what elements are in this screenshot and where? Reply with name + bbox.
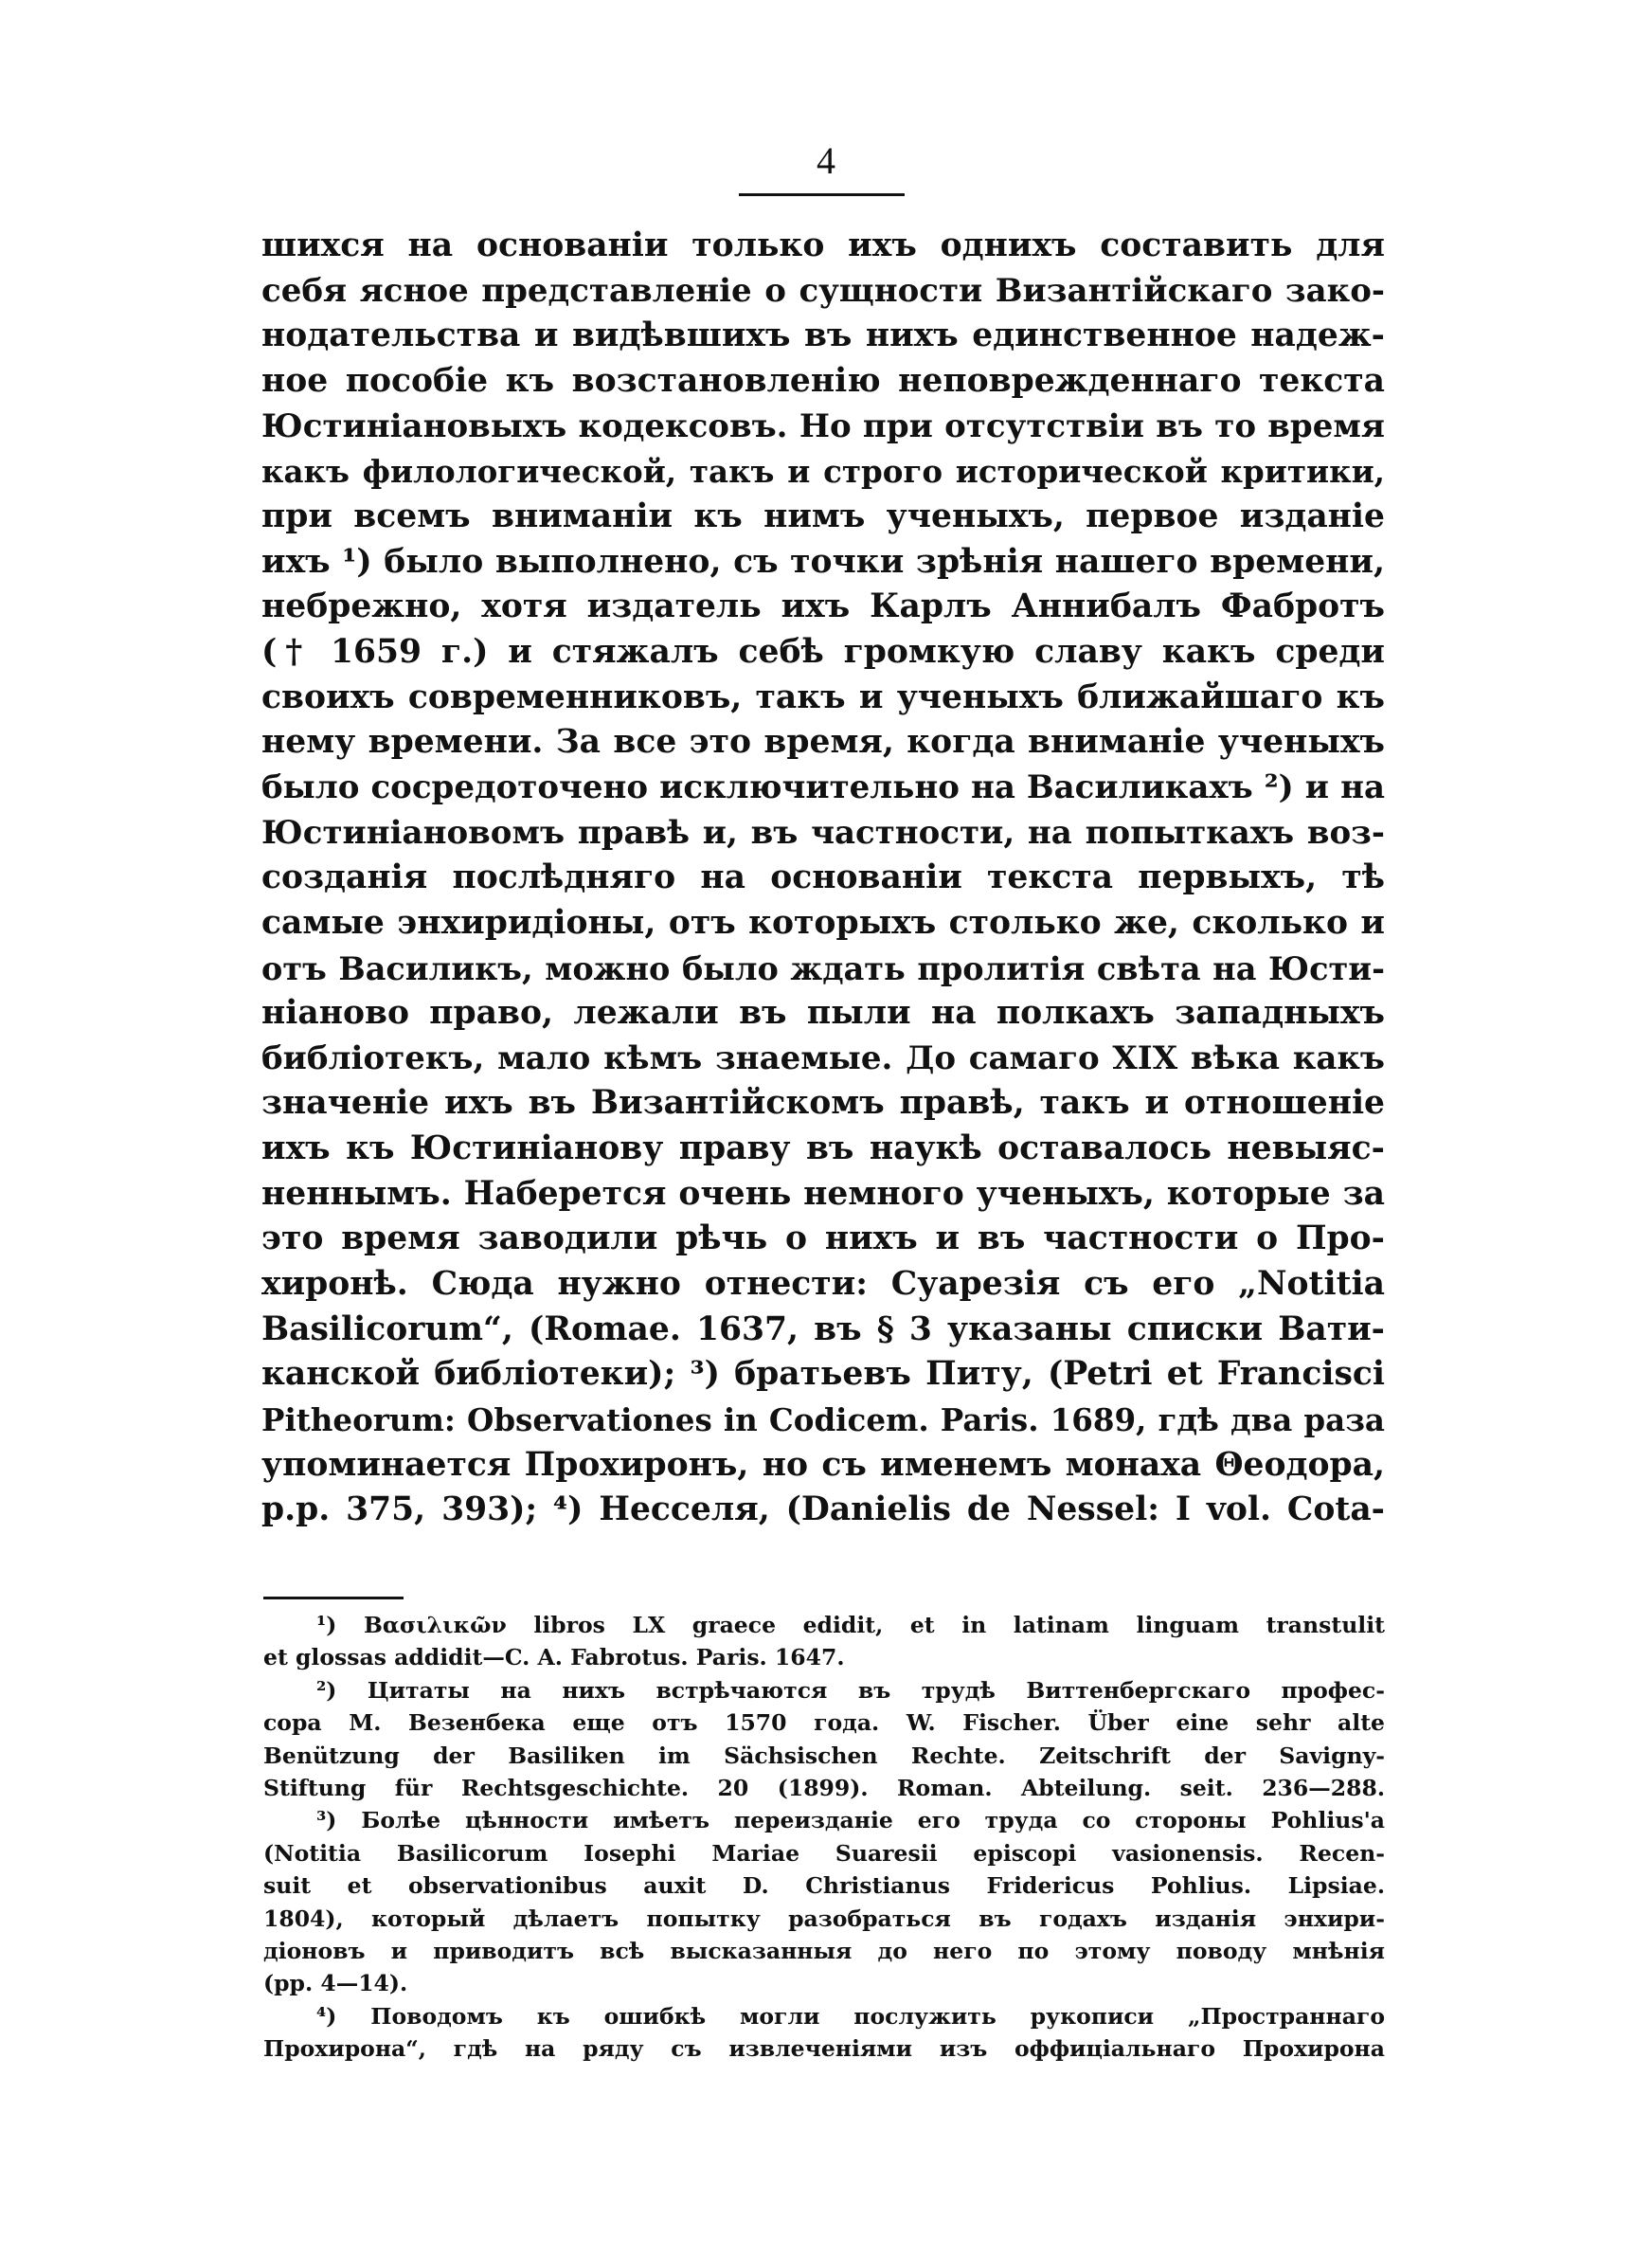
text-line: канской библiотеки); ³) братьевъ Питу, (Petri et Francisci	[261, 1355, 1385, 1394]
text-line: себя ясное представленiе о сущности Византiйскаго зако-	[261, 271, 1385, 310]
text-line: ное пособiе къ возстановленiю неповрежденнаго текста	[261, 361, 1385, 400]
footnote-line: сора М. Везенбека еще отъ 1570 года. W. Fischer. Über eine sehr alte	[263, 1709, 1385, 1737]
footnote-line: (Notitia Basilicorum Iosephi Mariae Suaresii episcopi vasionensis. Recen-	[263, 1839, 1385, 1867]
text-line: ихъ къ Юстинiанову праву въ наукѣ оставалось невыяс-	[261, 1129, 1385, 1168]
footnote-line: ²) Цитаты на нихъ встрѣчаются въ трудѣ Виттенбергскаго профес-	[316, 1676, 1385, 1704]
text-line: было сосредоточено исключительно на Василикахъ ²) и на	[261, 767, 1385, 806]
text-line: отъ Василикъ, можно было ждать пролитiя свѣта на Юсти-	[261, 949, 1385, 987]
text-line: Pitheorum: Observationes in Codicem. Paris. 1689, гдѣ два раза	[261, 1401, 1385, 1439]
text-line: нiаново право, лежали въ пыли на полкахъ западныхъ	[261, 994, 1385, 1033]
text-line: значенiе ихъ въ Византiйскомъ правѣ, такъ и отношенiе	[261, 1084, 1385, 1123]
footnote-line: ⁴) Поводомъ къ ошибкѣ могли послужить рукописи „Пространнаго	[316, 2002, 1385, 2030]
text-line: нодательства и видѣвшихъ въ нихъ единственное надеж-	[261, 316, 1385, 355]
footnotes	[263, 1609, 1385, 2065]
text-line: Basilicorum“, (Romae. 1637, въ § 3 указаны списки Вати-	[261, 1309, 1385, 1348]
text-line: библiотекъ, мало кѣмъ знаемые. До самаго XIX вѣка какъ	[261, 1038, 1385, 1077]
footnote-line: 1804), который дѣлаетъ попытку разобраться въ годахъ изданiя энхири-	[263, 1905, 1385, 1932]
text-line: шихся на основанiи только ихъ однихъ составить для	[261, 226, 1385, 264]
text-line: упоминается Прохиронъ, но съ именемъ монаха Θеодора,	[261, 1445, 1385, 1484]
text-line: при всемъ вниманiи къ нимъ ученыхъ, первое изданiе	[261, 497, 1385, 535]
page-number: 4	[817, 139, 835, 182]
text-line: своихъ современниковъ, такъ и ученыхъ ближайшаго къ	[261, 677, 1385, 716]
footnote-line: ³) Болѣе цѣнности имѣетъ переизданiе его труда со стороны Pohlius'а	[316, 1807, 1385, 1834]
footnote-line: (pp. 4—14).	[263, 1970, 408, 1997]
text-line: Юстинiановомъ правѣ и, въ частности, на попыткахъ воз-	[261, 813, 1385, 852]
text-line: ихъ ¹) было выполнено, съ точки зрѣнiя нашего времени,	[261, 542, 1385, 581]
text-line: это время заводили рѣчь о нихъ и въ частности о Про-	[261, 1219, 1385, 1258]
text-line: Юстинiановыхъ кодексовъ. Но при отсутствiи въ то время	[261, 406, 1385, 445]
text-line: († 1659 г.) и стяжалъ себѣ громкую славу какъ среди	[261, 632, 1385, 671]
text-line: нему времени. За все это время, когда вниманiе ученыхъ	[261, 723, 1385, 762]
text-line: самые энхиридiоны, отъ которыхъ столько же, сколько и	[261, 903, 1385, 942]
text-line: неннымъ. Наберется очень немного ученыхъ, которые за	[261, 1174, 1385, 1213]
text-line: созданiя послѣдняго на основанiи текста первыхъ, тѣ	[261, 858, 1385, 897]
text-line: p.p. 375, 393); ⁴) Несселя, (Danielis de Nessel: I vol. Cota-	[261, 1490, 1385, 1529]
footnote-line: ¹) Βασιλικῶν libros LX graece edidit, et in latinam linguam transtulit	[316, 1612, 1385, 1638]
footnote-line: Прохирона“, гдѣ на ряду съ извлеченiями изъ оффицiальнаго Прохирона	[263, 2035, 1385, 2063]
footnote-line: Benützung der Basiliken im Sächsischen Rechte. Zeitschrift der Savigny-	[263, 1742, 1385, 1769]
footnote-line: Stiftung für Rechtsgeschichte. 20 (1899). Roman. Abteilung. seit. 236—288.	[263, 1774, 1385, 1801]
text-line: какъ филологической, такъ и строго исторической критики,	[261, 453, 1385, 491]
page-number-rule	[739, 193, 905, 196]
footnote-line: suit et observationibus auxit D. Christianus Fridericus Pohlius. Lipsiae.	[263, 1872, 1385, 1900]
footnote-separator	[263, 1597, 404, 1599]
text-line: хиронѣ. Сюда нужно отнести: Суарезiя съ его „Notitia	[261, 1265, 1385, 1304]
main-text	[261, 224, 1385, 1533]
footnote-line: дiоновъ и приводитъ всѣ высказанныя до него по этому поводу мнѣнiя	[263, 1937, 1385, 1964]
footnote-line: et glossas addidit—C. A. Fabrotus. Paris. 1647.	[263, 1644, 845, 1671]
text-line: небрежно, хотя издатель ихъ Карлъ Аннибалъ Фабротъ	[261, 587, 1385, 626]
